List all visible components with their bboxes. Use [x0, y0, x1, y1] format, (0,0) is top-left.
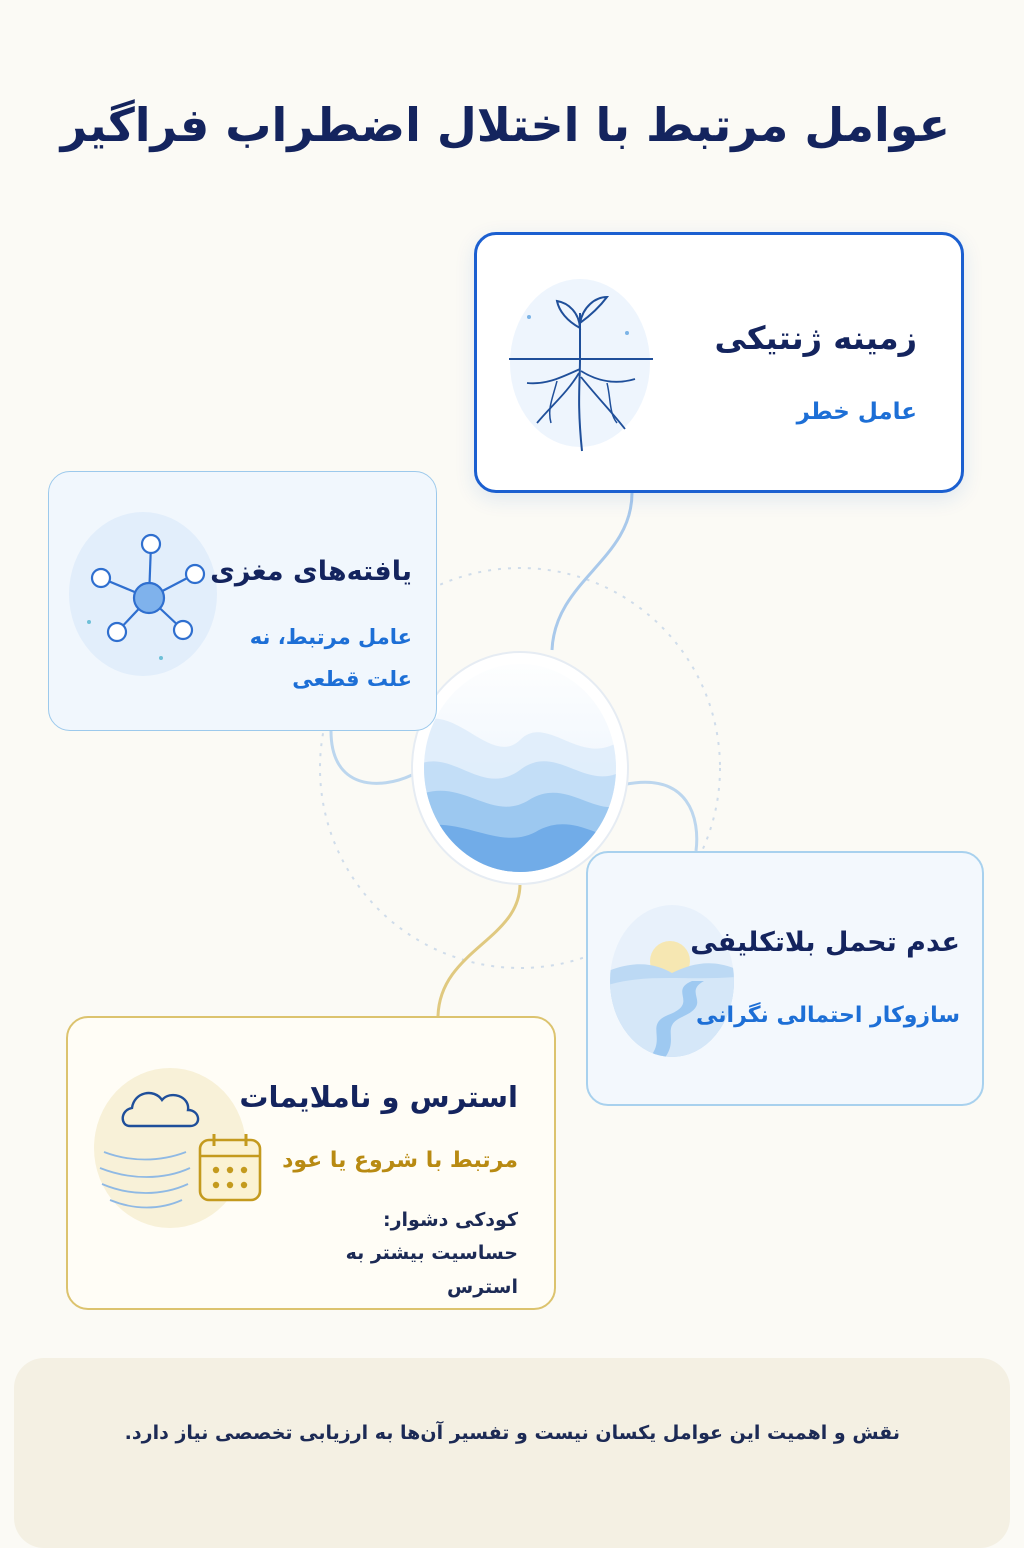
factor-subtitle: عامل مرتبط، نه علت قطعی [249, 625, 412, 691]
footer-panel [14, 1358, 1010, 1548]
network-nodes-icon [67, 508, 219, 682]
factor-title: عدم تحمل بلاتکلیفی [690, 927, 960, 958]
link-genetic [552, 493, 632, 650]
factor-subtitle: سازوکار احتمالی نگرانی [696, 1003, 960, 1028]
factor-card-brain [48, 471, 437, 731]
center-node [409, 650, 631, 886]
factor-title: یافته‌های مغزی [210, 556, 412, 587]
page-title: عوامل مرتبط با اختلال اضطراب فراگیر [60, 98, 950, 152]
waves-icon [409, 650, 631, 886]
factor-title: استرس و ناملایمات [239, 1080, 518, 1114]
link-brain [331, 731, 412, 783]
factor-card-genetic [474, 232, 964, 493]
factor-card-intolerance [586, 851, 984, 1106]
factor-subtitle: مرتبط با شروع یا عود [282, 1148, 518, 1173]
factor-card-stress [66, 1016, 556, 1310]
factor-note: کودکی دشوار: حساسیت بیشتر به استرس [345, 1209, 518, 1298]
plant-roots-icon [507, 273, 657, 462]
link-stress [438, 884, 520, 1016]
footer-note: نقش و اهمیت این عوامل یکسان نیست و تفسیر آن‌ها به ارزیابی تخصصی نیاز دارد. [124, 1422, 900, 1444]
factor-subtitle: عامل خطر [796, 399, 917, 425]
link-intolerance [622, 782, 697, 851]
factor-title: زمینه ژنتیکی [714, 319, 917, 357]
